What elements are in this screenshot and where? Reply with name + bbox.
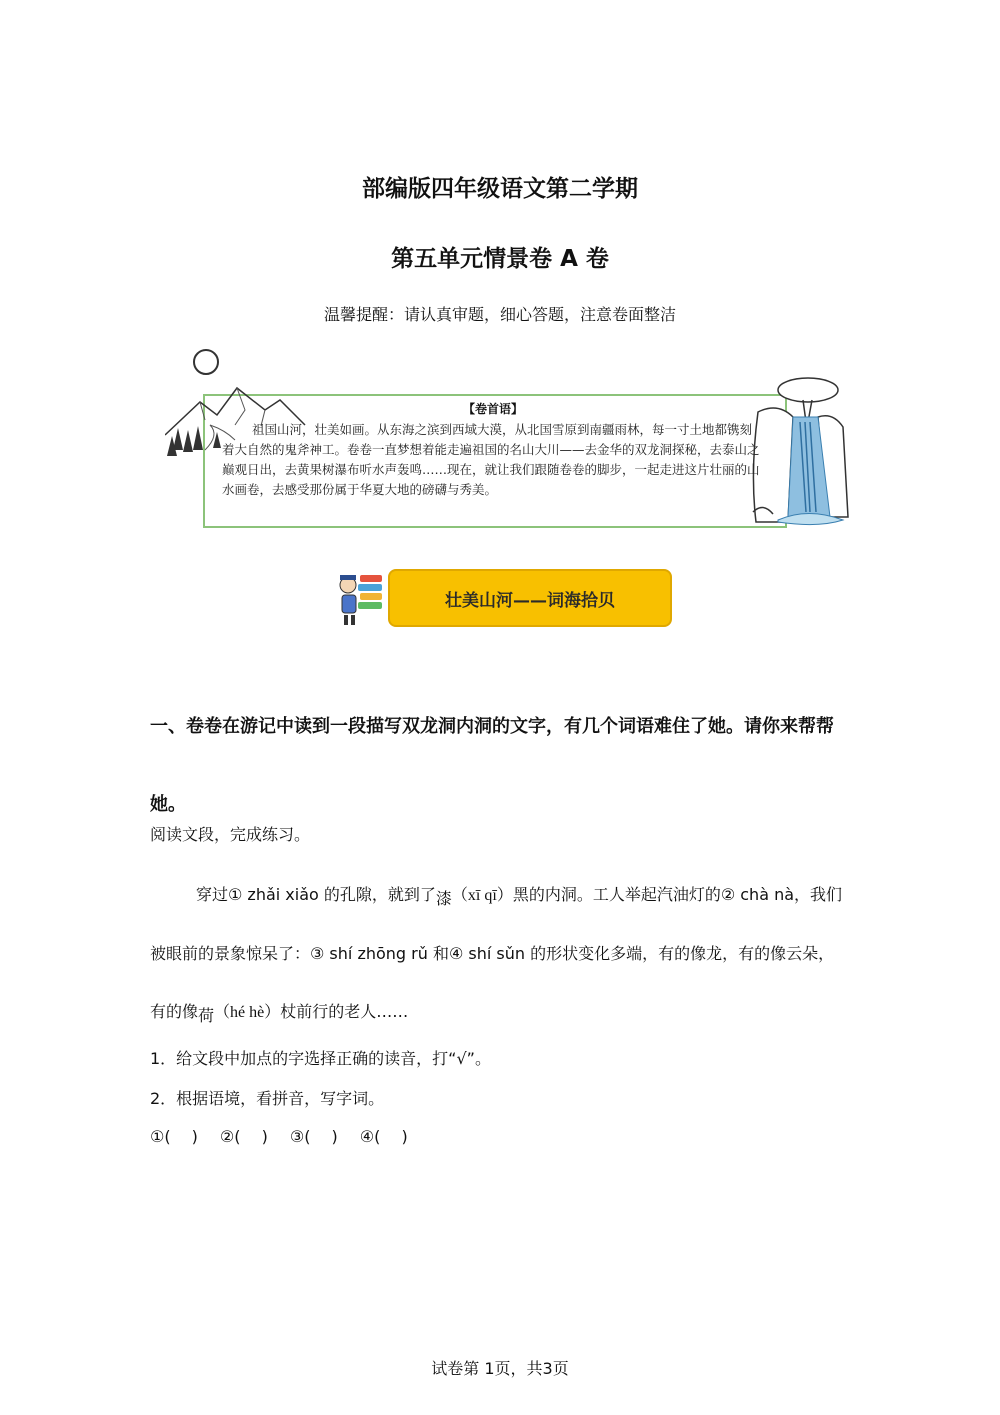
question-1-instruction: 阅读文段，完成练习。 xyxy=(150,825,311,844)
answer-blank-2[interactable]: ②( ) xyxy=(219,1127,268,1146)
pinyin-options-2: （hé hè） xyxy=(214,1004,281,1021)
mascot-icon xyxy=(334,569,386,629)
page-footer: 试卷第 1页，共3页 xyxy=(431,1359,569,1378)
sub-question-1: 1．给文段中加点的字选择正确的读音，打“√”。 xyxy=(150,1049,491,1068)
passage-segment-1: 穿过① zhǎi xiǎo 的孔隙，就到了 xyxy=(196,885,436,904)
sub-question-2: 2．根据语境，看拼音，写字词。 xyxy=(150,1089,385,1108)
answer-blank-1[interactable]: ①( ) xyxy=(150,1127,198,1146)
sun-icon xyxy=(190,346,222,378)
answer-blanks xyxy=(150,1124,408,1147)
intro-title: 【卷首语】 xyxy=(462,402,523,416)
pinyin-options-1: （xī qī） xyxy=(451,887,513,904)
dotted-char-1: 漆 xyxy=(435,889,452,908)
passage-segment-2: 黑的内洞。工人举起汽油灯的② chà nà，我们被眼前的景象惊呆了：③ shí zhōng rǔ 和④ shí sǔn 的形状变化多端，有的像龙，有的像云朵，有的像 xyxy=(150,885,843,1021)
answer-blank-4[interactable]: ④( ) xyxy=(359,1127,408,1146)
waterfall-illustration xyxy=(748,372,860,530)
intro-text: 祖国山河，壮美如画。从东海之滨到西域大漠，从北国雪原到南疆雨林，每一寸土地都镌刻着大自然的鬼斧神工。卷卷一直梦想着能走遍祖国的名山大川——去金华的双龙洞探秘，去泰山之巅观日出，去黄果树瀑布听水声轰鸣……现在，就让我们跟随卷卷的脚步，一起走进这片壮丽的山水画卷，去感受那份属于华夏大地的磅礴与秀美。 xyxy=(222,422,760,497)
reading-passage xyxy=(150,866,850,1042)
question-1-prompt: 一、卷卷在游记中读到一段描写双龙洞内洞的文字，有几个词语难住了她。请你来帮帮她。 xyxy=(150,716,834,815)
page-title: 部编版四年级语文第二学期 xyxy=(362,176,638,202)
answer-blank-3[interactable]: ③( ) xyxy=(289,1127,338,1146)
page-subtitle: 第五单元情景卷 A 卷 xyxy=(391,246,609,272)
section-banner xyxy=(388,569,672,627)
passage-segment-3: 杖前行的老人…… xyxy=(280,1002,409,1021)
reminder-text: 温馨提醒：请认真审题，细心答题，注意卷面整洁 xyxy=(323,305,676,324)
section-banner-label: 壮美山河——词海拾贝 xyxy=(445,590,615,611)
dotted-char-2: 荷 xyxy=(198,1006,215,1025)
